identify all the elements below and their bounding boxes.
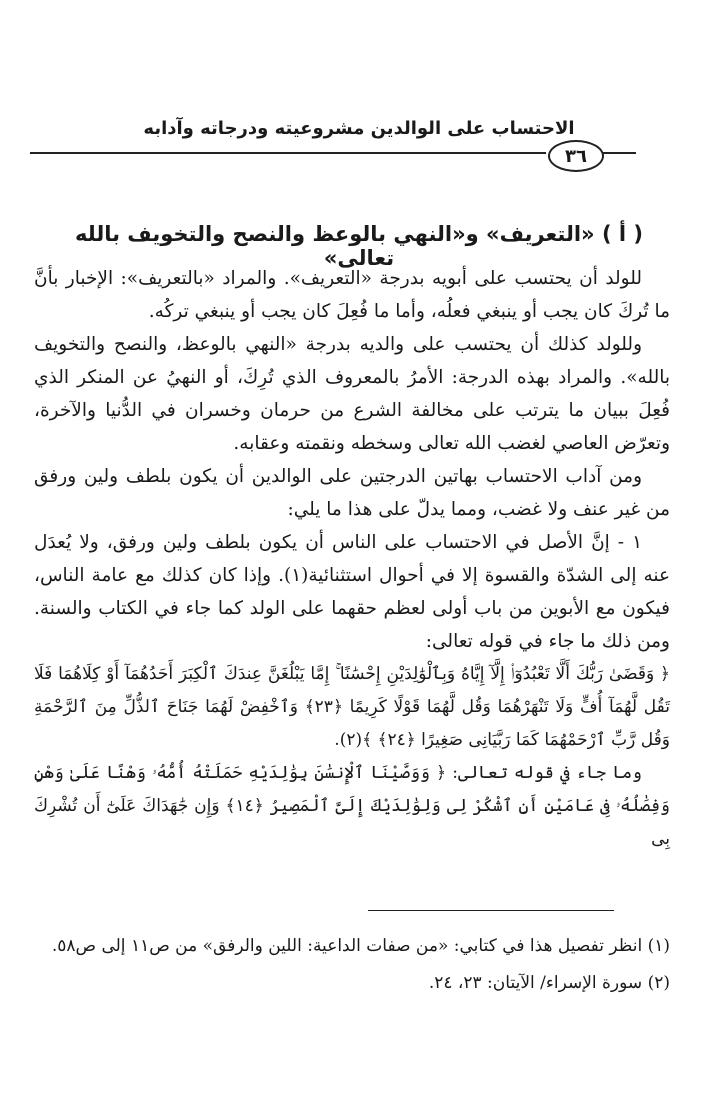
- footnote-rule: [368, 910, 614, 911]
- paragraph-definition: للولد أن يحتسب على أبويه بدرجة «التعريف». والمراد «بالتعريف»: الإخبار بأنَّ ما تُركَ كان يجب أو ينبغي فعلُه، وأما ما فُعِلَ كان يجب أو ينبغي تركُه.: [34, 268, 670, 322]
- paragraph-admonition: وللولد كذلك أن يحتسب على والديه بدرجة «النهي بالوعظ، والنصح والتخويف بالله». والمراد بهذه الدرجة: الأمرُ بالمعروف الذي تُرِكَ، أو النهيُ عن المنكر الذي فُعِلَ ببيان ما يترتب على مخالفة الشرع من حرمان وخسران في الدُّنيا والآخرة، وتعرّض العاصي لغضب الله تعالى وسخطه ونقمته وعقابه.: [34, 334, 670, 454]
- quran-verse-isra: ﴿ وَقَضَىٰ رَبُّكَ أَلَّا تَعْبُدُوٓا۟ إِلَّآ إِيَّاهُ وَبِٱلْوَٰلِدَيْنِ إِحْسَٰنًا ۚ إِمَّا يَبْلُغَنَّ عِندَكَ ٱلْكِبَرَ أَحَدُهُمَآ أَوْ كِلَاهُمَا فَلَا تَقُل لَّهُمَآ أُفٍّ وَلَا تَنْهَرْهُمَا وَقُل لَّهُمَا قَوْلًا كَرِيمًا ﴿٢٣﴾ وَٱخْفِضْ لَهُمَا جَنَاحَ ٱلذُّلِّ مِنَ ٱلرَّحْمَةِ وَقُل رَّبِّ ٱرْحَمْهُمَا كَمَا رَبَّيَانِى صَغِيرًا ﴿٢٤﴾ ﴾(٢).: [34, 664, 670, 750]
- section-heading: ( أ ) «التعريف» و«النهي بالوعظ والنصح والتخويف بالله تعالى»: [75, 222, 643, 270]
- header-rule: [30, 152, 546, 154]
- footnote-2: (٢) سورة الإسراء/ الآيتان: ٢٣، ٢٤.: [428, 973, 670, 993]
- paragraph-point-one: ١ - إنَّ الأصل في الاحتساب على الناس أن يكون بلطف ولين ورفق، ولا يُعدَل عنه إلى الشدّة والقسوة إلا في أحوال استثنائية(١). وإذا كان كذلك مع عامة الناس، فيكون مع الأبوين من باب أولى لعظم حقهما على الولد كما جاء في الكتاب والسنة. ومن ذلك ما جاء في قوله تعالى:: [34, 532, 671, 652]
- footnotes: [34, 930, 670, 1004]
- header-rule-right: [602, 152, 636, 154]
- quran-verse-luqman: وما جاء في قوله تعالى: ﴿ وَوَصَّيْنَا ٱلْإِنسَٰنَ بِوَٰلِدَيْهِ حَمَلَتْهُ أُمُّهُۥ وَهْنًا عَلَىٰ وَهْنٍ وَفِصَٰلُهُۥ فِى عَامَيْنِ أَنِ ٱشْكُرْ لِى وَلِوَٰلِدَيْكَ إِلَىَّ ٱلْمَصِيرُ ﴿١٤﴾ وَإِن جَٰهَدَاكَ عَلَىٰٓ أَن تُشْرِكَ بِى: [34, 763, 670, 849]
- running-title: الاحتساب على الوالدين مشروعيته ودرجاته وآدابه: [143, 118, 575, 139]
- paragraph-etiquette: ومن آداب الاحتساب بهاتين الدرجتين على الوالدين أن يكون بلطف ولين ورفق من غير عنف ولا غضب، ومما يدلّ على هذا ما يلي:: [34, 466, 670, 520]
- body-text: [34, 262, 670, 856]
- page-number: ٣٦: [548, 140, 604, 172]
- footnote-1: (١) انظر تفصيل هذا في كتابي: «من صفات الداعية: اللين والرفق» من ص١١ إلى ص٥٨.: [51, 936, 670, 956]
